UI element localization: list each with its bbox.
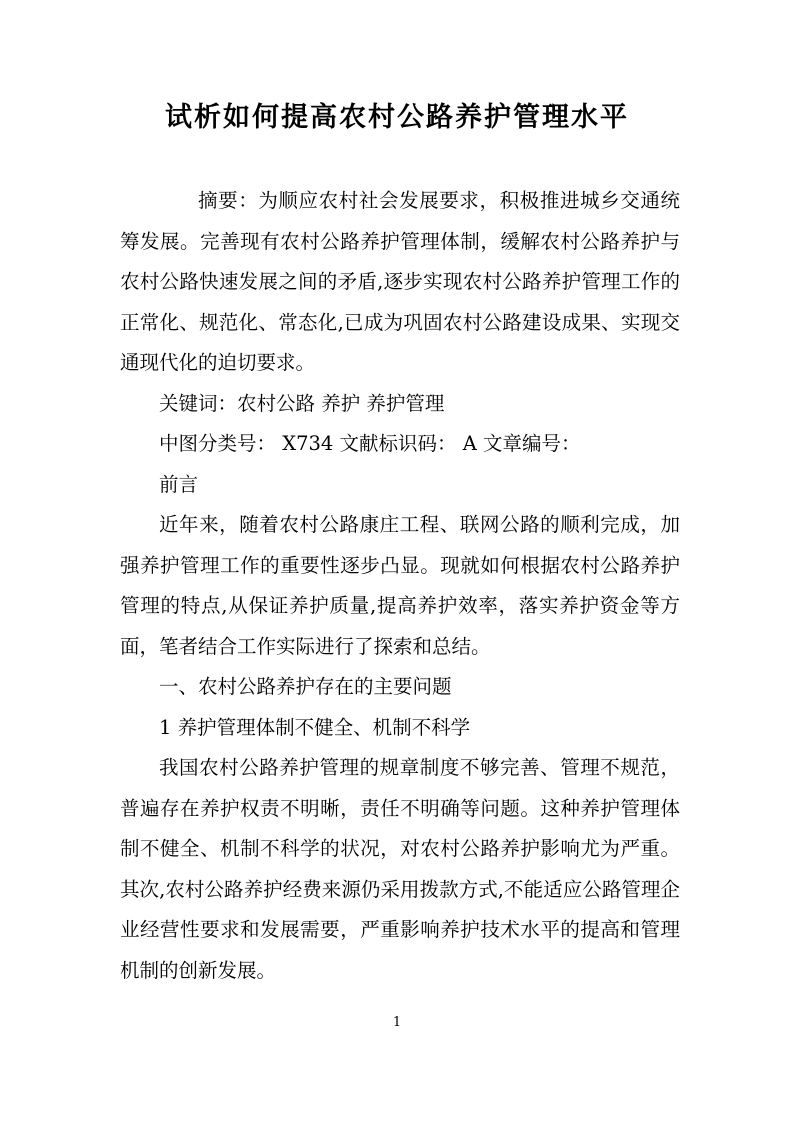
subsection-heading: 1 养护管理体制不健全、机制不科学	[159, 715, 471, 739]
page-number: 1	[392, 1015, 402, 1030]
preface-heading: 前言	[159, 472, 199, 496]
section-heading: 一、农村公路养护存在的主要问题	[159, 675, 452, 698]
preface-paragraph: 近年来，随着农村公路康庄工程、联网公路的顺利完成，加强养护管理工作的重要性逐步凸显。现就如何根据农村公路养护管理的特点,从保证养护质量,提高养护效率，落实养护资金等方面，笔者结合工作实际进行了探索和总结。	[120, 513, 680, 658]
classification-line: 中图分类号： X734 文献标识码： A 文章编号：	[159, 432, 581, 455]
keywords-line: 关键词：农村公路 养护 养护管理	[159, 391, 445, 415]
document-title: 试析如何提高农村公路养护管理水平	[165, 102, 629, 133]
document-body	[120, 181, 680, 991]
subsection-paragraph: 我国农村公路养护管理的规章制度不够完善、管理不规范，普遍存在养护权责不明晰，责任不明确等问题。这种养护管理体制不健全、机制不科学的状况，对农村公路养护影响尤为严重。其次,农村公路养护经费来源仍采用拨款方式,不能适应公路管理企业经营性要求和发展需要，严重影响养护技术水平的提高和管理机制的创新发展。	[120, 756, 680, 982]
abstract-paragraph: 摘要：为顺应农村社会发展要求，积极推进城乡交通统筹发展。完善现有农村公路养护管理体制，缓解农村公路养护与农村公路快速发展之间的矛盾,逐步实现农村公路养护管理工作的正常化、规范化、常态化,已成为巩固农村公路建设成果、实现交通现代化的迫切要求。	[120, 189, 680, 374]
